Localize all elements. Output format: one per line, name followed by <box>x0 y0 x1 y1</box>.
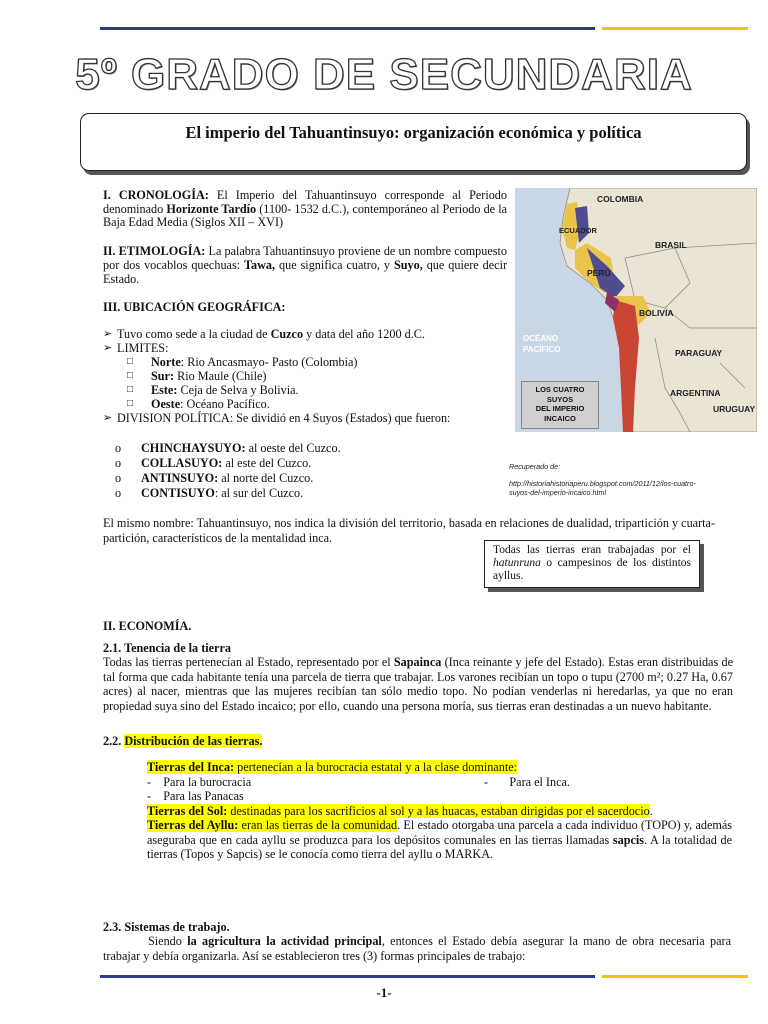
hatunruna-word: hatunruna <box>493 557 541 569</box>
map-legend <box>521 381 599 429</box>
para-burocracia: Para la burocracia <box>163 774 252 789</box>
distribucion-list <box>147 760 732 862</box>
page-number: -1- <box>376 985 392 1000</box>
label-bolivia: BOLIVIA <box>639 308 674 318</box>
suyo-item: o CHINCHAYSUYO: al oeste del Cuzco. <box>103 441 433 456</box>
tenencia-paragraph: Todas las tierras pertenecían al Estado, representado por el Sapainca (Inca reinante y jefe del Estado). Estas eran distribuidas de tal forma que cada habitante tenía una parcela de tierra que trabajar. Los varones recibían un topo o tupu (2700 m²; 0.27 Ha, 0.67 acres) al nacer, mientras que las mujeres recibían tan sólo medio topo. No podían venderlas ni heredarlas, ya que no eran propiedad suya sino del Estado incaico; por ello, cuando una persona moría, sus tierras eran destinadas a un nuevo habitante. <box>103 655 733 713</box>
para-inca: Para el Inca. <box>509 774 570 789</box>
suyo-item: o COLLASUYO: al este del Cuzco. <box>103 456 433 471</box>
legend-line: INCAICO <box>544 413 576 423</box>
grade-banner: 5º GRADO DE SECUNDARIA <box>75 50 693 99</box>
image-credit <box>509 462 724 497</box>
etimologia-heading: II. ETIMOLOGÍA: <box>103 244 206 258</box>
inca-subitems: - Para la burocracia - Para el Inca. <box>147 774 570 789</box>
division-item: ➢ DIVISION POLÍTICA: Se dividió en 4 Suyos (Estados) que fueron: <box>103 411 503 425</box>
label-pacifico: PACÍFICO <box>523 345 561 354</box>
limite-norte: □ Norte: Rio Ancasmayo- Pasto (Colombia) <box>127 355 503 369</box>
ubicacion-list <box>103 327 503 425</box>
header-rule-yellow <box>602 27 748 30</box>
suyo-item: o ANTINSUYO: al norte del Cuzco. <box>103 471 433 486</box>
label-paraguay: PARAGUAY <box>675 348 723 358</box>
label-brasil: BRASIL <box>655 240 687 250</box>
label-peru: PERÚ <box>587 268 611 278</box>
limite-este: □ Este: Ceja de Selva y Bolivia. <box>127 383 503 397</box>
limite-sur: □ Sur: Rio Maule (Chile) <box>127 369 503 383</box>
cronologia-section <box>103 189 507 230</box>
legend-line: LOS CUATRO <box>535 385 585 394</box>
incan-empire-map <box>515 188 757 432</box>
sistemas-paragraph: Siendo la agricultura la actividad principal, entonces el Estado debía asegurar la mano de obra necesaria para trabajar y debía organizarla. Así se establecieron tres (3) formas principales de trabajo: <box>103 934 731 963</box>
etimologia-text: La palabra Tahuantinsuyo proviene de un nombre compuesto por dos vocablos quechuas: <box>103 244 507 272</box>
credit-url[interactable]: http://historiahistoriaperu.blogspot.com/2011/12/los-cuatro- <box>509 479 696 488</box>
legend-line: SUYOS <box>546 394 574 404</box>
label-oceano: OCÉANO <box>523 334 559 343</box>
footer-rule-yellow <box>602 975 748 978</box>
sistemas-heading: 2.3. Sistemas de trabajo. <box>103 920 230 934</box>
label-ecuador: ECUADOR <box>559 226 597 235</box>
suyos-list <box>103 441 433 501</box>
ubicacion-heading: III. UBICACIÓN GEOGRÁFICA: <box>103 300 286 314</box>
footer-rule-blue <box>100 975 595 978</box>
credit-url-2[interactable]: suyos-del-imperio-incaico.html <box>509 488 607 497</box>
etimologia-text-3: que quiere decir Estado. <box>103 258 508 286</box>
page-title: El imperio del Tahuantinsuyo: organización económica y política <box>185 123 642 142</box>
cronologia-text: El Imperio del Tahuantinsuyo corresponde al Periodo denominado <box>103 188 507 216</box>
etimologia-section <box>103 244 507 286</box>
label-uruguay: URUGUAY <box>713 404 756 414</box>
tierras-ayllu: Tierras del Ayllu: eran las tierras de la comunidad. El estado otorgaba una parcela a cada individuo (TOPO) y, además aseguraba que en cada ayllu se produzca para los depósitos comunales en las tierras llamadas sapcis. A la totalidad de tierras (Topos y Sapcis) se le conocía como tierra del ayllu o MARKA. <box>147 818 732 861</box>
mismo-nombre-paragraph: El mismo nombre: Tahuantinsuyo, nos indica la división del territorio, basada en relaciones de dualidad, tripartición y cuarta-partición, característicos de la mentalidad inca. <box>103 516 715 545</box>
tawa-word: Tawa, <box>244 258 276 272</box>
inca-subitem-panacas: - Para las Panacas <box>147 789 244 803</box>
header-rule-blue <box>100 27 595 30</box>
sede-item: ➢ Tuvo como sede a la ciudad de Cuzco y data del año 1200 d.C. <box>103 327 503 341</box>
horizonte-tardio: Horizonte Tardío <box>166 201 257 216</box>
tenencia-heading: 2.1. Tenencia de la tierra <box>103 641 231 655</box>
etimologia-text-2: que significa cuatro, y <box>275 258 394 272</box>
label-argentina: ARGENTINA <box>670 388 721 398</box>
title-box <box>80 113 747 171</box>
tierras-sol: Tierras del Sol: destinadas para los sacrificios al sol y a las huacas, estaban dirigidas por el sacerdocio. <box>147 803 653 818</box>
distribucion-heading: 2.2. Distribución de las tierras. <box>103 734 263 748</box>
suyo-word: Suyo, <box>393 258 423 272</box>
tierras-inca: Tierras del Inca: pertenecían a la burocracia estatal y a la clase dominante: <box>147 760 517 774</box>
limites-item: ➢ LIMITES: <box>103 341 503 355</box>
legend-line: DEL IMPERIO <box>535 404 585 413</box>
cronologia-text-2: (1100- 1532 d.C.), contemporáneo al Periodo de la Baja Edad Media (Siglos XII – XVI) <box>103 201 507 229</box>
cronologia-heading: I. CRONOLOGÍA: <box>103 188 209 202</box>
economia-heading: II. ECONOMÍA. <box>103 619 192 633</box>
hatunruna-note: Todas las tierras eran trabajadas por el hatunruna o campesinos de los distintos ayllus. <box>484 540 700 588</box>
ubicacion-section <box>103 300 507 315</box>
credit-label: Recuperado de: <box>509 462 561 471</box>
suyo-item: o CONTISUYO: al sur del Cuzco. <box>103 486 433 501</box>
label-colombia: COLOMBIA <box>597 194 644 204</box>
limite-oeste: □ Oeste: Océano Pacífico. <box>127 397 503 411</box>
